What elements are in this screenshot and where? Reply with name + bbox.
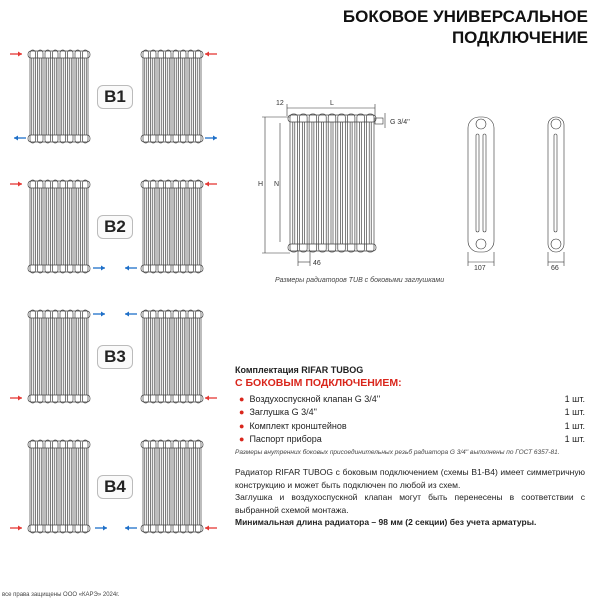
return-arrow-icon (95, 526, 107, 531)
kit-section (235, 365, 585, 456)
kit-item-qty: 1 шт. (564, 434, 585, 445)
dim-top: 12 (276, 100, 284, 107)
dim-thread: G 3/4'' (390, 119, 410, 126)
radiator (28, 440, 90, 533)
kit-item (235, 433, 585, 447)
return-arrow-icon (93, 312, 105, 317)
scheme-label-b2: B2 (97, 215, 133, 239)
kit-item-label: Комплект кронштейнов (249, 420, 347, 431)
bullet-icon: ● (239, 407, 245, 418)
dim-pitch: 46 (313, 260, 321, 267)
scheme-label-b1: B1 (97, 85, 133, 109)
description-p2: Заглушка и воздухоспускной клапан могут быть перенесены в соответствии с выбранной схемой монтажа. (235, 492, 585, 515)
description-p3: Минимальная длина радиатора – 98 мм (2 секции) без учета арматуры. (235, 517, 537, 527)
kit-item-qty: 1 шт. (564, 407, 585, 418)
dim-height: H (258, 181, 264, 188)
kit-item-qty: 1 шт. (564, 393, 585, 404)
supply-arrow-icon (10, 396, 22, 401)
kit-item-name (239, 407, 317, 417)
kit-item-name (239, 421, 347, 431)
radiator (28, 310, 90, 403)
radiator (288, 114, 376, 252)
kit-item-name (239, 434, 322, 444)
description-p1: Радиатор RIFAR TUBOG с боковым подключением (схемы В1-В4) имеет симметричную конструкцию и может быть подключен по любой из схем. (235, 467, 585, 490)
supply-arrow-icon (10, 526, 22, 531)
kit-item-label: Воздухоспускной клапан G 3/4'' (249, 393, 381, 404)
kit-item (235, 419, 585, 433)
return-arrow-icon (125, 526, 137, 531)
bullet-icon: ● (239, 393, 245, 404)
kit-item (235, 406, 585, 420)
radiator (141, 440, 203, 533)
dim-axis: N (274, 181, 280, 188)
bullet-icon: ● (239, 434, 245, 445)
dim-depth-107: 107 (474, 265, 486, 272)
dim-depth-66: 66 (551, 265, 559, 272)
supply-arrow-icon (205, 526, 217, 531)
kit-heading: Комплектация RIFAR TUBOG (235, 365, 364, 375)
kit-item-label: Заглушка G 3/4'' (249, 407, 318, 418)
drawing-caption: Размеры радиаторов TUB с боковыми заглушками (275, 277, 445, 284)
bullet-icon: ● (239, 420, 245, 431)
kit-item-name (239, 394, 380, 404)
supply-arrow-icon (205, 396, 217, 401)
dim-length: L (330, 100, 334, 107)
kit-subheading: С БОКОВЫМ ПОДКЛЮЧЕНИЕМ: (235, 377, 402, 389)
title-line-2: ПОДКЛЮЧЕНИЕ (451, 28, 588, 47)
title-line-1: БОКОВОЕ УНИВЕРСАЛЬНОЕ (342, 7, 588, 26)
kit-item-label: Паспорт прибора (249, 434, 322, 445)
kit-note: Размеры внутренних боковых присоединительных резьб радиатора G 3/4'' выполнены по ГОСТ 6357-81. (235, 449, 560, 456)
radiator (141, 310, 203, 403)
description (235, 466, 585, 529)
kit-item (235, 392, 585, 406)
scheme-label-b4: B4 (97, 475, 133, 499)
return-arrow-icon (125, 312, 137, 317)
copyright: все права защищены ООО «КАРЭ» 2024г. (2, 592, 120, 598)
kit-item-qty: 1 шт. (564, 420, 585, 431)
scheme-label-b3: B3 (97, 345, 133, 369)
